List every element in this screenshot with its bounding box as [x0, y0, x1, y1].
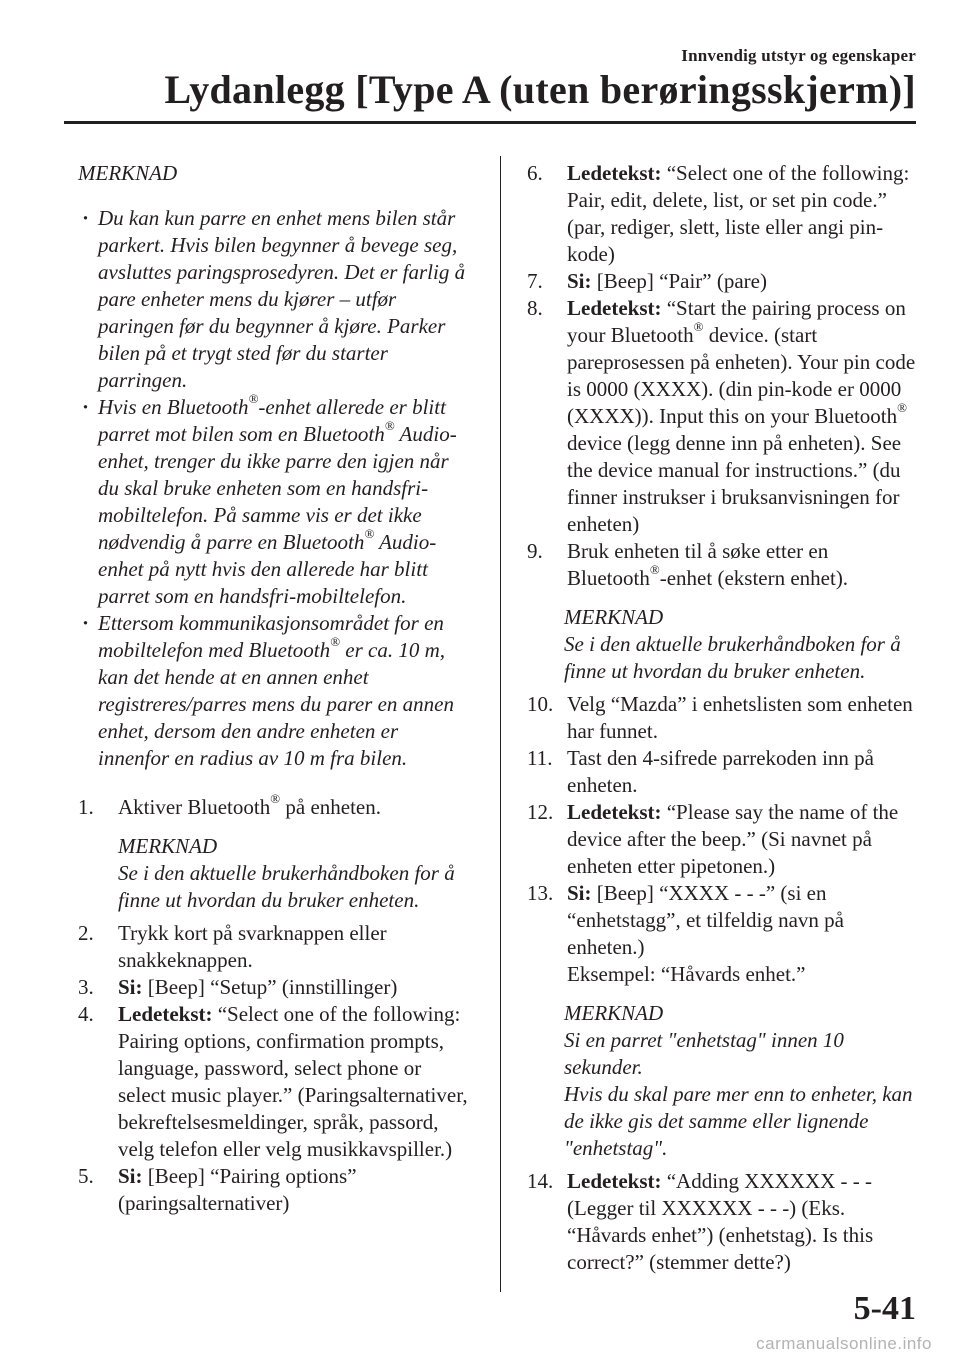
header-rule [64, 121, 916, 124]
step-4: 4. Ledetekst: “Select one of the following: Pairing options, confirmation prompts, language, password, select phone or select music player.” (Paringsalternativer, bekreftelsesmeldinger, språk, passord, velg telefon eller velg musikkavspiller.) [78, 1002, 468, 1161]
page-number: 5-41 [853, 1290, 916, 1327]
note-label: MERKNAD [78, 161, 178, 185]
step-2: 2. Trykk kort på svarknappen eller snakkeknappen. [78, 921, 387, 972]
step-12: 12. Ledetekst: “Please say the name of the device after the beep.” (Si navnet på enheten etter pipetonen.) [527, 800, 899, 878]
note-item: · Du kan kun parre en enhet mens bilen står parkert. Hvis bilen begynner å bevege seg, avsluttes paringsprosedyren. Det er farlig å pare enheter mens du kjører – utfør paringen før du begynner å kjøre. Parker bilen på et trygt sted før du starter parringen. [78, 205, 472, 394]
step-3: 3. Si: [Beep] “Setup” (innstillinger) [78, 975, 398, 999]
note-item: · Ettersom kommunikasjonsområdet for en mobiltelefon med Bluetooth® er ca. 10 m, kan det hende at en annen enhet registreres/parres mens du parer en annen enhet, dersom den andre enheten er innenfor en radius av 10 m fra bilen. [78, 610, 472, 772]
step-9: 9. Bruk enheten til å søke etter en Bluetooth®-enhet (ekstern enhet). [527, 539, 849, 590]
header-section: Innvendig utstyr og egenskaper [681, 46, 916, 65]
step-9-note: MERKNAD Se i den aktuelle brukerhåndboken for å finne ut hvordan du bruker enheten. [564, 605, 901, 683]
step-1-note: MERKNAD Se i den aktuelle brukerhåndboken for å finne ut hvordan du bruker enheten. [118, 834, 455, 912]
step-5: 5. Si: [Beep] “Pairing options” (paringsalternativer) [78, 1164, 357, 1215]
step-13-example: Eksempel: “Håvards enhet.” [567, 962, 806, 986]
step-13: 13. Si: [Beep] “XXXX - - -” (si en “enhetstagg”, et tilfeldig navn på enheten.) Eksempel: “Håvards enhet.” [527, 880, 921, 988]
step-7: 7. Si: [Beep] “Pair” (pare) [527, 269, 767, 293]
step-13-note: MERKNAD Si en parret "enhetstag" innen 10 sekunder. Hvis du skal pare mer enn to enheter, kan de ikke gis det samme eller lignende "enhetstag". [564, 1001, 913, 1160]
watermark: carmanualsonline.info [756, 1334, 932, 1353]
step-8: 8. Ledetekst: “Start the pairing process on your Bluetooth® device. (start pareprosessen på enheten). Your pin code is 0000 (XXXX). (din pin-kode er 0000 (XXXX)). Input this on your Bluetooth® device (legg denne inn på enheten). See the device manual for instructions.” (du finner instrukser i bruksanvisningen for enheten) [527, 296, 916, 536]
left-column [78, 160, 472, 1217]
step-6: 6. Ledetekst: “Select one of the following: Pair, edit, delete, list, or set pin code.” (par, rediger, slett, liste eller angi pin-kode) [527, 161, 910, 266]
note-item: · Hvis en Bluetooth®-enhet allerede er blitt parret mot bilen som en Bluetooth® Audio-enhet, trenger du ikke parre den igjen når du skal bruke enheten som en handsfri-mobiltelefon. På samme vis er det ikke nødvendig å parre en Bluetooth® Audio-enhet på nytt hvis den allerede har blitt parret som en handsfri-mobiltelefon. [78, 394, 472, 610]
note-block [78, 160, 472, 772]
column-divider [500, 156, 501, 1292]
page-title: Lydanlegg [Type A (uten berøringsskjerm)] [164, 67, 916, 112]
step-10: 10. Velg “Mazda” i enhetslisten som enheten har funnet. [527, 692, 913, 743]
step-11: 11. Tast den 4-sifrede parrekoden inn på enheten. [527, 746, 874, 797]
step-14: 14. Ledetekst: “Adding XXXXXX - - - (Legger til XXXXXX - - -) (Eks. “Håvards enhet”) (enhetstag). Is this correct?” (stemmer dette?) [527, 1169, 874, 1274]
step-1: 1. Aktiver Bluetooth® på enheten. [78, 791, 381, 819]
right-column [527, 160, 921, 1276]
